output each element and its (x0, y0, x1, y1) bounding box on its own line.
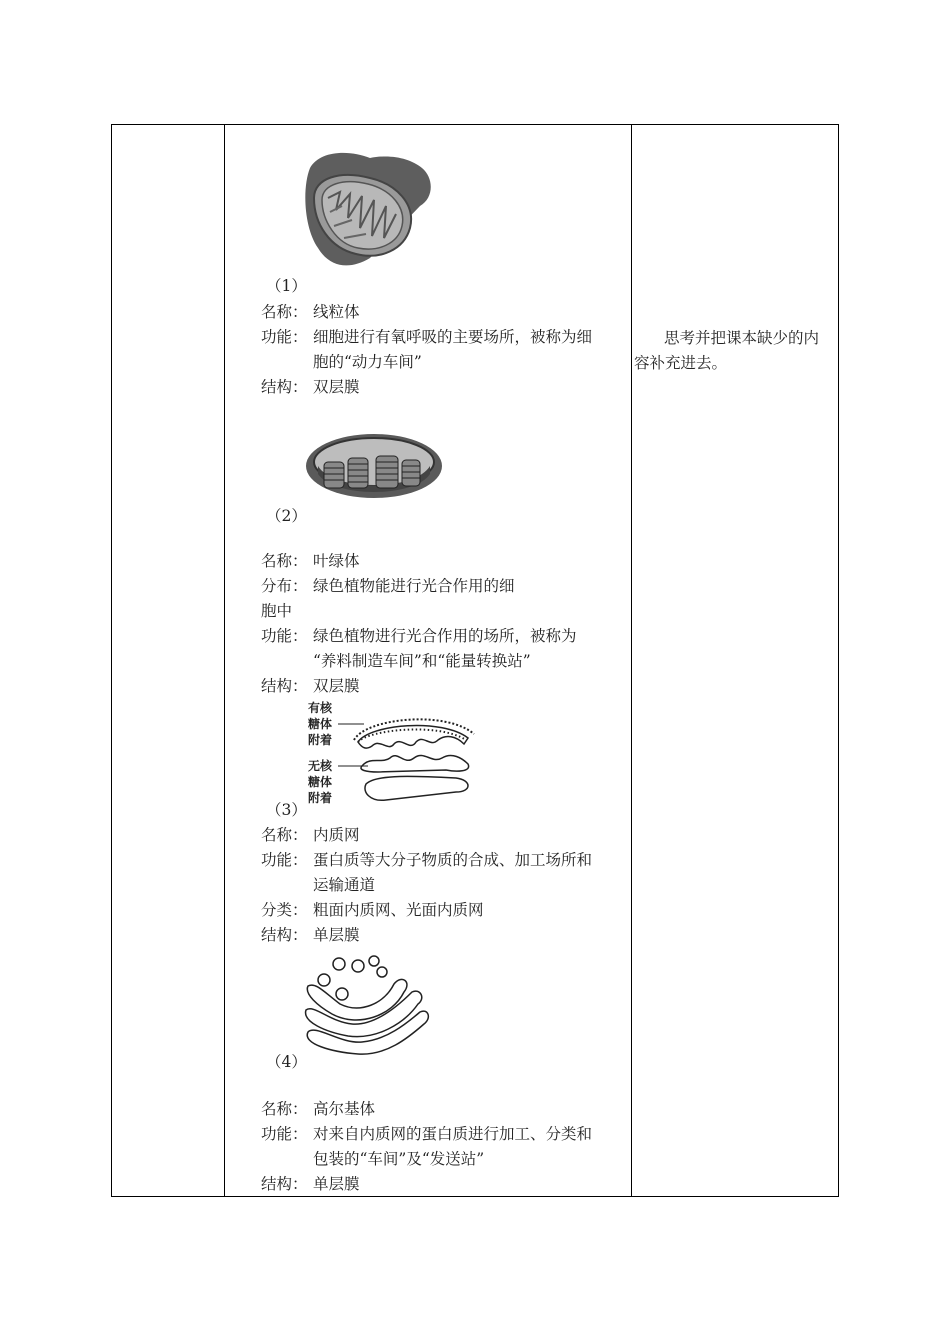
organelle-4-function-label: 功能： (261, 1125, 308, 1143)
organelle-2-function-label: 功能： (261, 627, 308, 645)
er-label-1: 有核 (308, 701, 333, 715)
er-label-6: 附着 (308, 791, 333, 805)
organelle-2-distribution-label: 分布： (261, 577, 308, 595)
organelle-1-function-line1: 细胞进行有氧呼吸的主要场所，被称为细 (313, 328, 593, 346)
teacher-note: 思考并把课本缺少的内容补充进去。 (634, 329, 820, 372)
golgi-apparatus-illustration (300, 952, 432, 1064)
organelle-2-name: 叶绿体 (313, 552, 360, 570)
organelle-4-function-line2: 包装的“车间”及“发送站” (313, 1150, 485, 1168)
organelle-2-index: （2） (266, 507, 307, 525)
endoplasmic-reticulum-illustration (306, 700, 481, 810)
organelle-3-function-line1: 蛋白质等大分子物质的合成、加工场所和 (313, 851, 593, 869)
er-label-4: 无核 (308, 759, 333, 773)
organelle-1-name-label: 名称： (261, 303, 308, 321)
organelle-3-function-line2: 运输通道 (313, 876, 376, 894)
organelle-4-index: （4） (266, 1053, 307, 1071)
organelle-2-structure: 双层膜 (313, 677, 360, 695)
organelle-3-name: 内质网 (313, 826, 360, 844)
organelle-2-distribution-line2: 胞中 (261, 602, 293, 620)
chloroplast-illustration (304, 432, 446, 502)
organelle-2-name-label: 名称： (261, 552, 308, 570)
organelle-3-category: 粗面内质网、光面内质网 (313, 901, 484, 919)
er-label-2: 糖体 (308, 717, 333, 731)
er-label-3: 附着 (308, 733, 333, 747)
column-divider-1 (224, 125, 225, 1196)
organelle-2-distribution-line1: 绿色植物能进行光合作用的细 (313, 577, 515, 595)
organelle-4-name: 高尔基体 (313, 1100, 376, 1118)
organelle-3-function-label: 功能： (261, 851, 308, 869)
organelle-4-name-label: 名称： (261, 1100, 308, 1118)
mitochondrion-illustration (300, 148, 436, 268)
organelle-1-function-line2: 胞的“动力车间” (313, 353, 422, 371)
organelle-2-structure-label: 结构： (261, 677, 308, 695)
organelle-1-index: （1） (266, 277, 307, 295)
organelle-3-category-label: 分类： (261, 901, 308, 919)
er-label-5: 糖体 (308, 775, 333, 789)
organelle-3-index: （3） (266, 801, 307, 819)
organelle-1-structure: 双层膜 (313, 378, 360, 396)
organelle-4-structure-label: 结构： (261, 1175, 308, 1193)
organelle-1-function-label: 功能： (261, 328, 308, 346)
organelle-3-name-label: 名称： (261, 826, 308, 844)
column-divider-2 (631, 125, 632, 1196)
organelle-2-function-line1: 绿色植物进行光合作用的场所，被称为 (313, 627, 577, 645)
organelle-1-name: 线粒体 (313, 303, 360, 321)
organelle-3-structure: 单层膜 (313, 926, 360, 944)
organelle-4-function-line1: 对来自内质网的蛋白质进行加工、分类和 (313, 1125, 593, 1143)
organelle-2-function-line2: “养料制造车间”和“能量转换站” (313, 652, 531, 670)
organelle-4-structure: 单层膜 (313, 1175, 360, 1193)
organelle-1-structure-label: 结构： (261, 378, 308, 396)
organelle-3-structure-label: 结构： (261, 926, 308, 944)
